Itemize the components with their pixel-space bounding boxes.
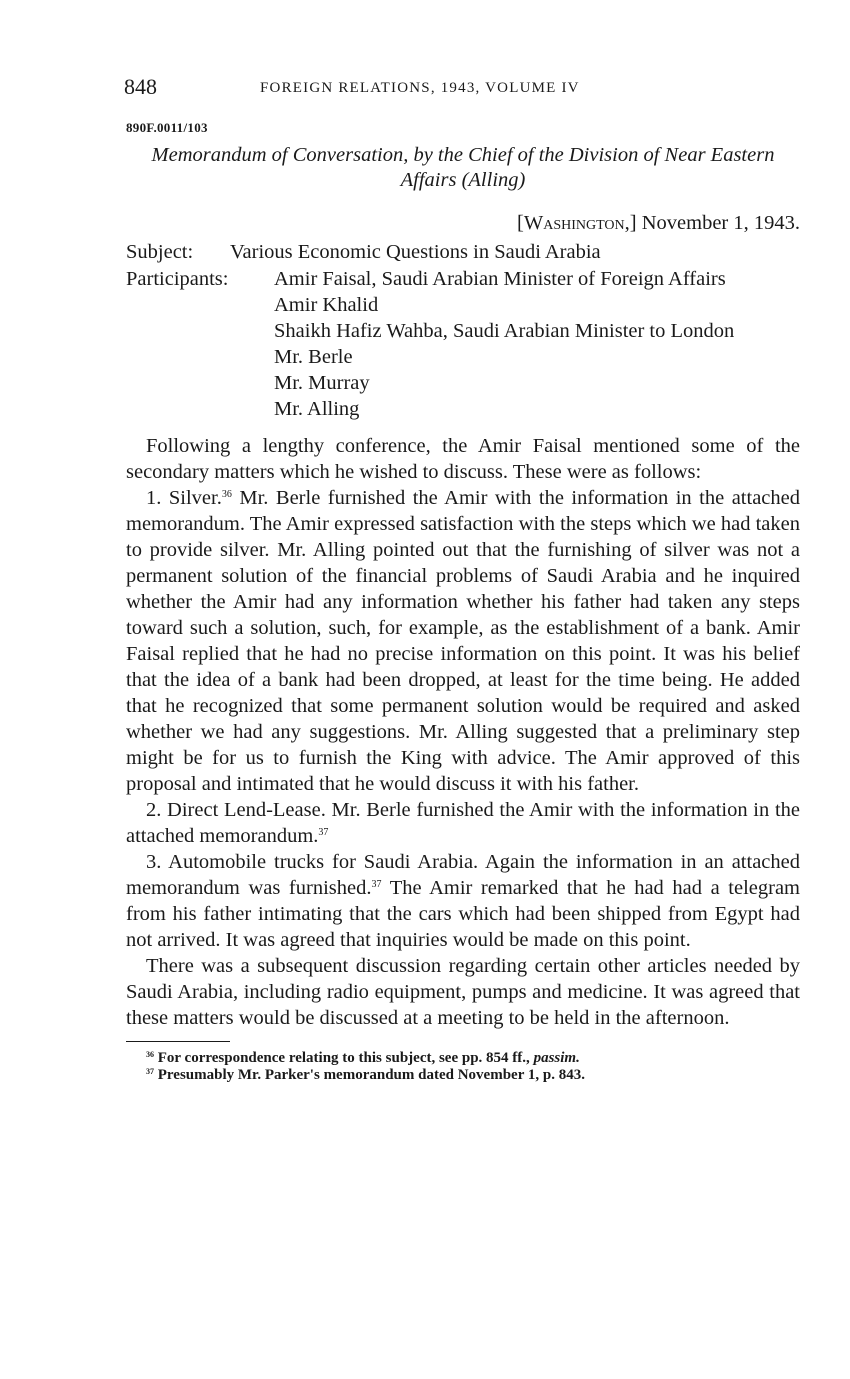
file-reference: 890F.0011/103 bbox=[126, 120, 208, 135]
footnote-36 bbox=[126, 1050, 800, 1067]
footnote-text: Presumably Mr. Parker's memorandum dated November 1, p. 843. bbox=[154, 1067, 585, 1083]
running-header bbox=[126, 74, 800, 104]
lend-lease-text: 2. Direct Lend-Lease. Mr. Berle furnished the Amir with the information in the attached memorandum. bbox=[126, 799, 800, 847]
document-title: Memorandum of Conversation, by the Chief of the Division of Near Eastern Affairs (Alling) bbox=[151, 144, 775, 191]
participant-item: Mr. Berle bbox=[274, 346, 353, 368]
dateline-date: November 1, 1943. bbox=[636, 212, 800, 234]
running-title: FOREIGN RELATIONS, 1943, VOLUME IV bbox=[260, 80, 580, 96]
footnote-divider bbox=[126, 1041, 230, 1042]
trucks-text-a: 3. Automobile trucks for Saudi Arabia. Again the information in an attached memorandum was furnished. bbox=[126, 851, 800, 899]
participants-list bbox=[274, 266, 800, 422]
subsequent-discussion-paragraph: There was a subsequent discussion regarding certain other articles needed by Saudi Arabia, including radio equipment, pumps and medicine. It was agreed that these matters would be discussed at a meeting to be held in the afternoon. bbox=[126, 955, 800, 1029]
lend-lease-paragraph bbox=[126, 797, 800, 849]
footnote-mark: 36 bbox=[146, 1050, 154, 1059]
footnote-ref-37[interactable]: 37 bbox=[371, 879, 382, 890]
dateline bbox=[126, 210, 800, 236]
page-number: 848 bbox=[124, 74, 157, 99]
participant-item: Amir Faisal, Saudi Arabian Minister of Foreign Affairs bbox=[274, 268, 726, 290]
dateline-place: [Washington,] bbox=[517, 212, 637, 234]
silver-text: Mr. Berle furnished the Amir with the information in the attached memorandum. The Amir expressed satisfaction with the steps which we had taken to provide silver. Mr. Alling pointed out that the furnishing of silver was not a permanent solution of the financial problems of Saudi Arabia and he inquired whether the Amir had any information whether his father had taken any steps toward such a solution, such, for example, as the establishment of a bank. Amir Faisal replied that he had no precise information on this point. It was his belief that the idea of a bank had been dropped, at least for the time being. He added that he recognized that some permanent solution would be required and asked whether we had any suggestions. Mr. Alling suggested that a preliminary step might be for us to furnish the King with advice. The Amir approved of this proposal and intimated that he would discuss it with his father. bbox=[126, 487, 800, 795]
participant-item: Amir Khalid bbox=[274, 294, 379, 316]
memorandum-body bbox=[126, 433, 800, 1031]
footnote-37 bbox=[126, 1067, 800, 1084]
participant-item: Mr. Murray bbox=[274, 372, 370, 394]
silver-heading: 1. Silver. bbox=[146, 487, 222, 509]
footnote-text: For correspondence relating to this subject, see pp. 854 ff., bbox=[154, 1050, 534, 1066]
subject-line bbox=[126, 239, 800, 265]
participants-label: Participants: bbox=[126, 268, 229, 290]
document-page bbox=[126, 74, 800, 1084]
participant-item: Shaikh Hafiz Wahba, Saudi Arabian Minister to London bbox=[274, 320, 735, 342]
subject-text: Various Economic Questions in Saudi Arabia bbox=[230, 241, 601, 263]
footnote-mark: 37 bbox=[146, 1067, 154, 1076]
subject-label: Subject: bbox=[126, 241, 194, 263]
intro-paragraph: Following a lengthy conference, the Amir Faisal mentioned some of the secondary matters which he wished to discuss. These were as follows: bbox=[126, 435, 800, 483]
footnote-italic: passim. bbox=[533, 1050, 580, 1066]
footnote-ref-36[interactable]: 36 bbox=[221, 489, 232, 500]
participant-item: Mr. Alling bbox=[274, 398, 360, 420]
silver-paragraph bbox=[126, 485, 800, 797]
trucks-paragraph bbox=[126, 849, 800, 953]
footnote-ref-37[interactable]: 37 bbox=[318, 827, 329, 838]
participants-block bbox=[126, 266, 800, 422]
trucks-text-b: The Amir remarked that he had had a telegram from his father intimating that the cars which had been shipped from Egypt had not arrived. It was agreed that inquiries would be made on this point. bbox=[126, 877, 801, 951]
